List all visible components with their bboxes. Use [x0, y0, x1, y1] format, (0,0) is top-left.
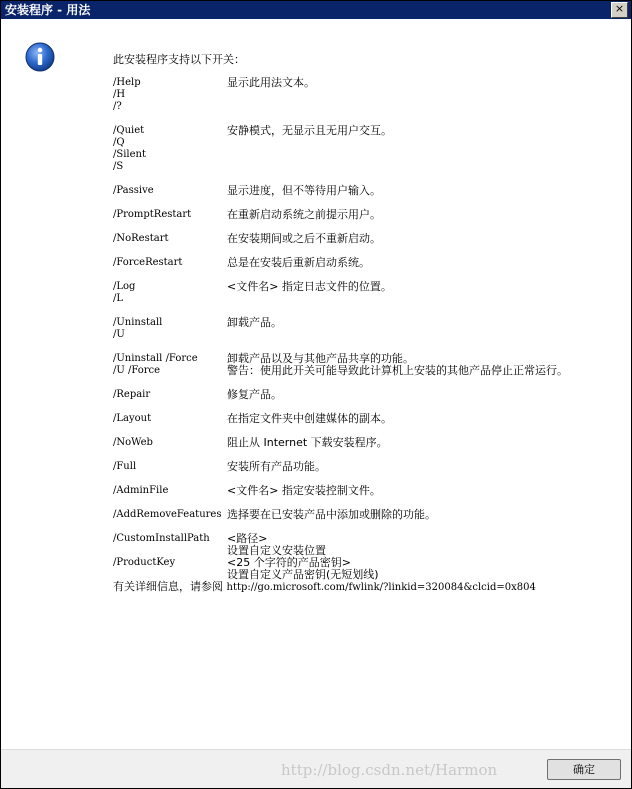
- switch-option: /CustomInstallPath: [113, 533, 210, 544]
- switch-description-line: 在重新启动系统之前提示用户。: [227, 208, 381, 221]
- switch-row: [113, 317, 623, 341]
- switch-options: [113, 413, 227, 425]
- switch-row: [113, 353, 623, 377]
- switch-options: [113, 353, 227, 377]
- switch-description-line: <文件名> 指定日志文件的位置。: [227, 280, 392, 293]
- switch-row: [113, 509, 623, 521]
- switch-description-line: <25 个字符的产品密钥>: [227, 556, 351, 569]
- switch-option: /Uninstall /Force: [113, 353, 198, 364]
- switch-options: [113, 317, 227, 341]
- switch-option: /Passive: [113, 185, 154, 196]
- switch-description-line: 在指定文件夹中创建媒体的副本。: [227, 412, 392, 425]
- switch-description: [227, 557, 627, 581]
- switch-row: [113, 233, 623, 245]
- switch-description: [227, 257, 627, 269]
- switch-row: [113, 257, 623, 269]
- switch-options: [113, 533, 227, 545]
- switch-description: [227, 533, 627, 557]
- switch-description-line: 卸载产品以及与其他产品共享的功能。: [227, 352, 414, 365]
- switch-option: /Log: [113, 281, 136, 292]
- switch-options: [113, 461, 227, 473]
- switch-option: /Repair: [113, 389, 151, 400]
- switch-option: /AdminFile: [113, 485, 169, 496]
- switch-description: [227, 461, 627, 473]
- switch-description-line: 安装所有产品功能。: [227, 460, 326, 473]
- switch-description: [227, 209, 627, 221]
- switch-option: /?: [113, 101, 122, 112]
- switch-description: [227, 389, 627, 401]
- switch-options: [113, 125, 227, 173]
- switch-description: [227, 233, 627, 245]
- switch-option: /NoWeb: [113, 437, 153, 448]
- switch-description-line: 安静模式，无显示且无用户交互。: [227, 124, 392, 137]
- switch-option: /Help: [113, 77, 141, 88]
- switch-row: [113, 461, 623, 473]
- switch-description-line: 设置自定义安装位置: [227, 544, 326, 557]
- switch-description: [227, 509, 627, 521]
- switch-option: /Layout: [113, 413, 152, 424]
- switch-options: [113, 233, 227, 245]
- switch-description: [227, 353, 627, 377]
- switch-row: [113, 437, 623, 449]
- switch-option: /ProductKey: [113, 557, 176, 568]
- switch-description-line: 选择要在已安装产品中添加或删除的功能。: [227, 508, 436, 521]
- more-info: [113, 581, 623, 594]
- watermark-text: http://blog.csdn.net/Harmon: [281, 761, 498, 779]
- switch-option: /Uninstall: [113, 317, 163, 328]
- switch-option: /H: [113, 89, 126, 100]
- switch-option: /S: [113, 161, 124, 172]
- switch-option: /ForceRestart: [113, 257, 183, 268]
- switch-row: [113, 281, 623, 305]
- switch-options: [113, 185, 227, 197]
- window-title: 安装程序 - 用法: [5, 3, 91, 17]
- switch-options: [113, 509, 227, 521]
- switch-options: [113, 77, 227, 113]
- switch-options: [113, 389, 227, 401]
- intro-text: 此安装程序支持以下开关：: [113, 53, 245, 66]
- switch-description-line: 阻止从 Internet 下载安装程序。: [227, 436, 388, 449]
- more-info-url: http://go.microsoft.com/fwlink/?linkid=320084&clcid=0x804: [226, 582, 536, 593]
- switch-row: [113, 185, 623, 197]
- switch-options: [113, 437, 227, 449]
- switch-row: [113, 556, 623, 581]
- switch-row: [113, 532, 623, 557]
- switch-description-line: 设置自定义产品密钥(无短划线): [227, 568, 379, 581]
- switch-row: [113, 413, 623, 425]
- switch-option: /Quiet: [113, 125, 145, 136]
- switch-options: [113, 485, 227, 497]
- switch-options: [113, 209, 227, 221]
- switch-description: [227, 485, 627, 497]
- switch-options: [113, 557, 227, 569]
- switch-list: [113, 76, 623, 581]
- switch-description: [227, 77, 627, 89]
- switch-option: /NoRestart: [113, 233, 169, 244]
- switch-description-line: 卸载产品。: [227, 316, 282, 329]
- title-bar[interactable]: [1, 1, 631, 19]
- close-button[interactable]: [611, 2, 628, 18]
- switch-row: [113, 485, 623, 497]
- switch-options: [113, 257, 227, 269]
- switch-description-line: 显示此用法文本。: [227, 76, 315, 89]
- switch-row: [113, 389, 623, 401]
- switch-description: [227, 413, 627, 425]
- close-icon: ×: [614, 2, 625, 15]
- switch-description-line: <路径>: [227, 532, 268, 545]
- switch-description-line: 修复产品。: [227, 388, 282, 401]
- switch-description: [227, 185, 627, 197]
- button-bar: [1, 749, 631, 789]
- info-icon: [25, 42, 55, 72]
- switch-description-line: 在安装期间或之后不重新启动。: [227, 232, 381, 245]
- switch-option: /U: [113, 329, 125, 340]
- switch-option: /Q: [113, 137, 125, 148]
- usage-content: [113, 53, 623, 594]
- switch-description: [227, 125, 627, 137]
- switch-description: [227, 437, 627, 449]
- switch-description-line: 显示进度，但不等待用户输入。: [227, 184, 381, 197]
- switch-option: /PromptRestart: [113, 209, 192, 220]
- switch-option: /U /Force: [113, 365, 161, 376]
- switch-row: [113, 77, 623, 113]
- switch-description-line: 警告：使用此开关可能导致此计算机上安装的其他产品停止正常运行。: [227, 364, 568, 377]
- switch-option: /Silent: [113, 149, 146, 160]
- switch-option: /L: [113, 293, 124, 304]
- switch-option: /Full: [113, 461, 137, 472]
- switch-option: /AddRemoveFeatures: [113, 509, 222, 520]
- switch-row: [113, 125, 623, 173]
- more-info-label: 有关详细信息，请参阅: [113, 580, 227, 593]
- switch-row: [113, 209, 623, 221]
- switch-options: [113, 281, 227, 305]
- switch-description-line: <文件名> 指定安装控制文件。: [227, 484, 381, 497]
- switch-description: [227, 281, 627, 293]
- switch-description-line: 总是在安装后重新启动系统。: [227, 256, 370, 269]
- switch-description: [227, 317, 627, 329]
- ok-button[interactable]: 确定: [547, 759, 621, 780]
